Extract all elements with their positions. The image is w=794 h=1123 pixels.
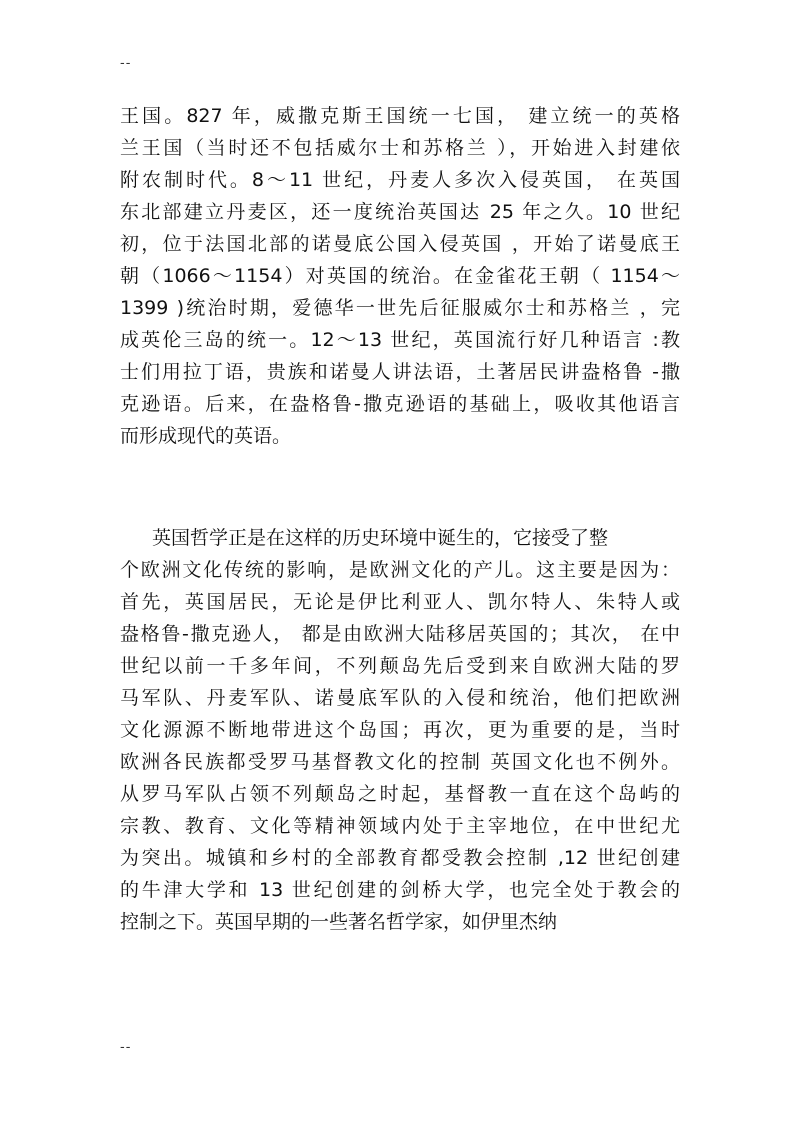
paragraph-english-history <box>120 100 680 452</box>
text-line: 东北部建立丹麦区，还一度统治英国达 25 年之久。10 世纪 <box>120 201 680 223</box>
text-line: 附农制时代。8～11 世纪，丹麦人多次入侵英国， 在英国 <box>120 169 680 191</box>
text-line: 个欧洲文化传统的影响，是欧洲文化的产儿。这主要是因为： <box>120 559 680 581</box>
text-line: 的牛津大学和 13 世纪创建的剑桥大学，也完全处于教会的 <box>120 879 680 901</box>
text-line: 成英伦三岛的统一。12～13 世纪，英国流行好几种语言 :教 <box>120 329 680 351</box>
text-line: 1399 )统治时期，爱德华一世先后征服威尔士和苏格兰 ，完 <box>120 297 680 319</box>
bottom-page-marker: -- <box>120 1040 132 1055</box>
text-line: 初，位于法国北部的诺曼底公国入侵英国 ，开始了诺曼底王 <box>120 233 680 255</box>
text-line: 克逊语。后来，在盎格鲁-撒克逊语的基础上，吸收其他语言 <box>120 393 680 415</box>
text-line: 从罗马军队占领不列颠岛之时起，基督教一直在这个岛屿的 <box>120 783 680 805</box>
paragraph-english-philosophy <box>120 522 680 938</box>
text-line: 文化源源不断地带进这个岛国；再次，更为重要的是，当时 <box>120 719 680 741</box>
text-line: 宗教、教育、文化等精神领域内处于主宰地位，在中世纪尤 <box>120 815 680 837</box>
text-line: 首先，英国居民，无论是伊比利亚人、凯尔特人、朱特人或 <box>120 591 680 613</box>
text-line: 马军队、丹麦军队、诺曼底军队的入侵和统治，他们把欧洲 <box>120 687 680 709</box>
text-line: 为突出。城镇和乡村的全部教育都受教会控制 ,12 世纪创建 <box>120 847 680 869</box>
text-line: 盎格鲁-撒克逊人， 都是由欧洲大陆移居英国的；其次， 在中 <box>120 623 680 645</box>
text-line: 朝（1066～1154）对英国的统治。在金雀花王朝（ 1154～ <box>120 265 680 287</box>
text-line: 世纪以前一千多年间，不列颠岛先后受到来自欧洲大陆的罗 <box>120 655 680 677</box>
text-line: 欧洲各民族都受罗马基督教文化的控制 英国文化也不例外。 <box>120 751 680 773</box>
text-line: 控制之下。英国早期的一些著名哲学家，如伊里杰纳 <box>120 911 558 933</box>
text-line: 王国。827 年，威撒克斯王国统一七国， 建立统一的英格 <box>120 105 680 127</box>
text-line: 兰王国（当时还不包括威尔士和苏格兰 ），开始进入封建依 <box>120 137 680 159</box>
top-page-marker: -- <box>120 56 132 71</box>
text-line: 而形成现代的英语。 <box>120 425 292 447</box>
text-line: 英国哲学正是在这样的历史环境中诞生的，它接受了整 <box>152 527 609 549</box>
text-line: 士们用拉丁语，贵族和诺曼人讲法语，土著居民讲盎格鲁 -撒 <box>120 361 680 383</box>
